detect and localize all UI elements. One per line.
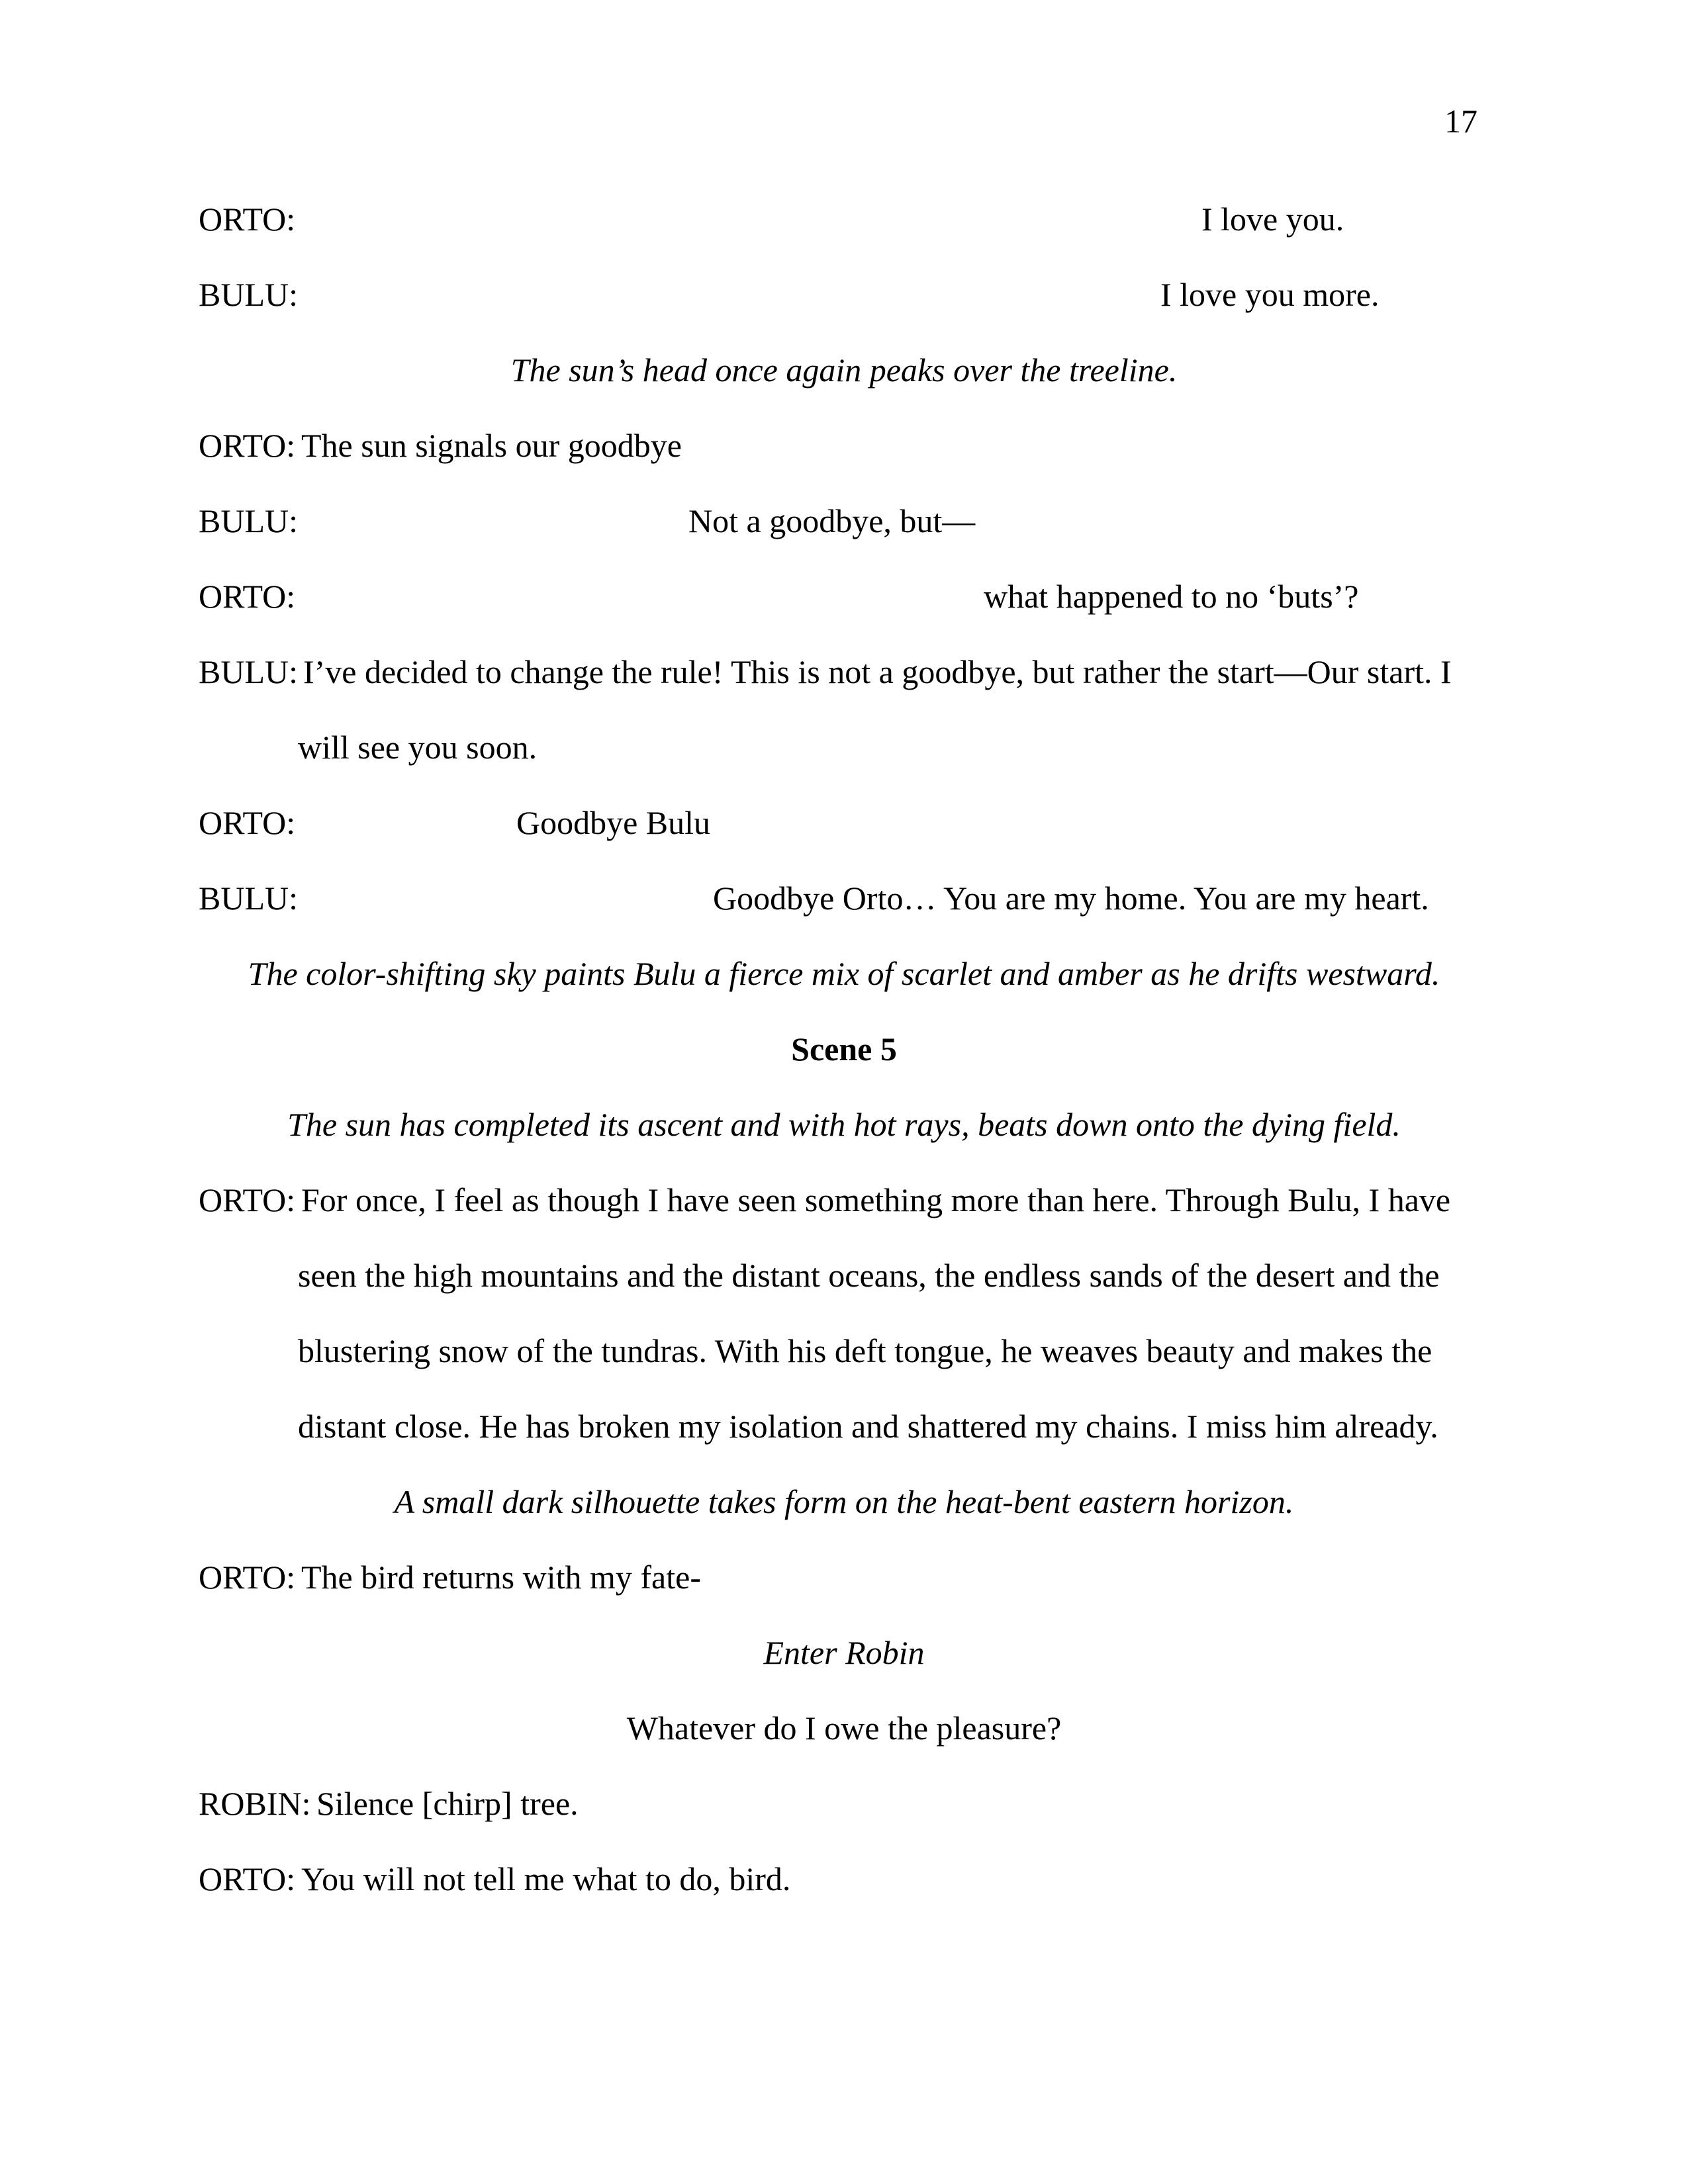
dialogue-continuation: blustering snow of the tundras. With his deft tongue, he weaves beauty and makes the [298,1332,1432,1369]
speaker-label: ORTO: [199,578,296,615]
scene-heading: Scene 5 [791,1030,897,1068]
speaker-label: ORTO: [199,1860,296,1897]
dialogue-line: what happened to no ‘buts’? [984,578,1359,615]
dialogue-line: The bird returns with my fate- [301,1559,701,1596]
dialogue-line: Whatever do I owe the pleasure? [626,1709,1062,1747]
stage-direction: The sun has completed its ascent and with hot rays, beats down onto the dying field. [287,1106,1401,1143]
speaker-label: ORTO: [199,201,296,238]
dialogue-continuation: seen the high mountains and the distant oceans, the endless sands of the desert and the [298,1257,1440,1294]
dialogue-continuation: distant close. He has broken my isolation and shattered my chains. I miss him already. [298,1408,1438,1445]
dialogue-line: I’ve decided to change the rule! This is not a goodbye, but rather the start—Our start. I [303,653,1452,690]
speaker-label: ROBIN: [199,1785,311,1822]
speaker-label: ORTO: [199,1181,296,1218]
page-number: 17 [1444,103,1477,140]
speaker-label: BULU: [199,276,298,313]
stage-direction: A small dark silhouette takes form on the heat-bent eastern horizon. [394,1483,1294,1520]
dialogue-line: The sun signals our goodbye [301,427,682,464]
dialogue-line: Goodbye Bulu [516,804,711,841]
dialogue-line: For once, I feel as though I have seen something more than here. Through Bulu, I have [301,1181,1451,1218]
speaker-label: BULU: [199,653,298,690]
speaker-label: ORTO: [199,427,296,464]
speaker-label: BULU: [199,502,298,539]
speaker-label: ORTO: [199,804,296,841]
dialogue-line: I love you. [1201,201,1344,238]
dialogue-line: Goodbye Orto… You are my home. You are my heart. [713,880,1429,917]
stage-direction: Enter Robin [763,1634,925,1671]
stage-direction: The color-shifting sky paints Bulu a fierce mix of scarlet and amber as he drifts westward. [248,955,1440,992]
dialogue-line: I love you more. [1160,276,1380,313]
dialogue-line: Not a goodbye, but— [688,502,976,539]
speaker-label: BULU: [199,880,298,917]
dialogue-continuation: will see you soon. [298,729,538,766]
dialogue-line: You will not tell me what to do, bird. [301,1860,791,1897]
speaker-label: ORTO: [199,1559,296,1596]
dialogue-line: Silence [chirp] tree. [316,1785,579,1822]
stage-direction: The sun’s head once again peaks over the treeline. [510,351,1178,388]
